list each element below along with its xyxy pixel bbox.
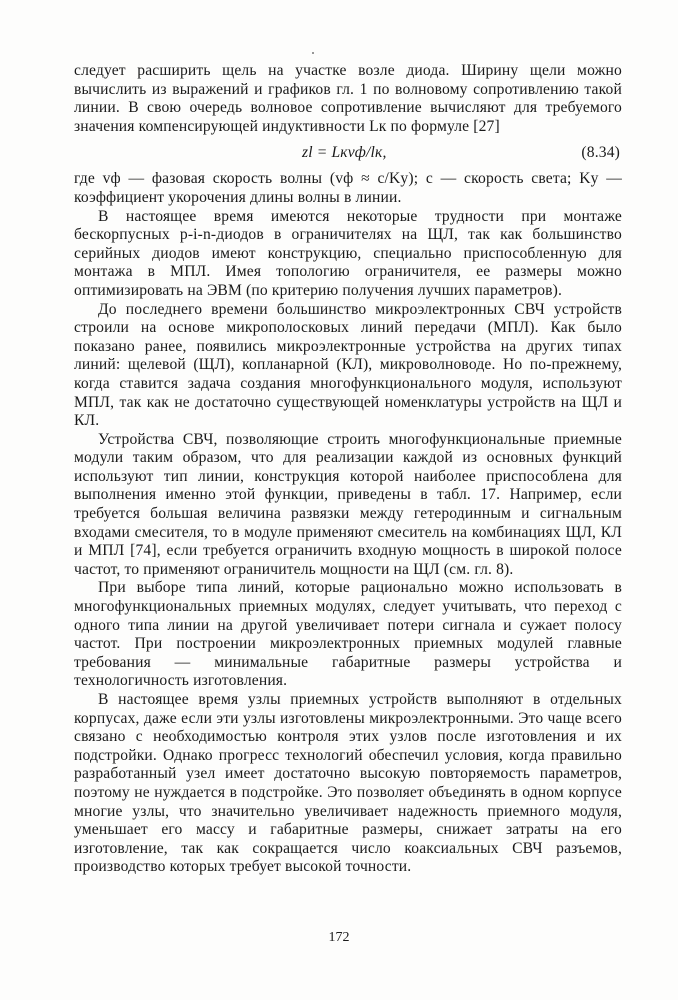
formula-row — [74, 142, 622, 166]
body-text — [74, 62, 622, 877]
paragraph-mounting: В настоящее время имеются некоторые трудности при монтаже бескорпусных p-i-n-диодов в ограничителях на ЩЛ, так как большинство серийных диодов имеют конструкцию, специально приспособленную для монтажа в МПЛ. Имея топологию ограничителя, ее размеры можно оптимизировать на ЭВМ (по критерию получения лучших параметров). — [74, 207, 622, 299]
page-number: 172 — [328, 930, 350, 945]
paragraph-definitions: где vф — фазовая скорость волны (vф ≈ c/Kу); c — скорость света; Kу — коэффициент укорочения длины волны в линии. — [74, 170, 622, 206]
paragraph-line-choice: При выборе типа линий, которые рационально можно использовать в многофункциональных приемных модулях, следует учитывать, что переход с одного типа линии на другой увеличивает потери сигнала и сужает полосу частот. При построении микроэлектронных приемных модулей главные требования — минимальные габаритные размеры устройства и технологичность изготовления. — [74, 579, 622, 690]
paragraph-multifunction: Устройства СВЧ, позволяющие строить многофункциональные приемные модули таким образом, что для реализации каждой из основных функций используют тип линии, конструкция которой наиболее приспособлена для выполнения именно этой функции, приведены в табл. 17. Например, если требуется большая величина развязки между гетеродинным и сигнальным входами смесителя, то в модуле применяют смеситель на комбинациях ЩЛ, КЛ и МПЛ [74], если требуется ограничить входную мощность в широкой полосе частот, то применяют ограничитель мощности на ЩЛ (см. гл. 8). — [74, 430, 622, 578]
print-speck — [312, 52, 314, 54]
paragraph-mpl-history: До последнего времени большинство микроэлектронных СВЧ устройств строили на основе микрополосковых линий передачи (МПЛ). Как было показано ранее, появились микроэлектронные устройства на других типах линий: щелевой (ЩЛ), копланарной (КЛ), микроволноводе. Но по-прежнему, когда ставится задача создания многофункционального модуля, используют МПЛ, так как не достаточно существующей номенклатуры устройств на ЩЛ и КЛ. — [74, 300, 622, 430]
paragraph-packaging: В настоящее время узлы приемных устройств выполняют в отдельных корпусах, даже если эти узлы изготовлены микроэлектронными. Это чаще всего связано с необходимостью контроля этих узлов после изготовления и их подстройки. Однако прогресс технологий обеспечил условия, когда правильно разработанный узел имеет достаточно высокую повторяемость параметров, поэтому не нуждается в подстройке. Это позволяет объединять в одном корпусе многие узлы, что значительно увеличивает надежность приемного модуля, уменьшает его массу и габаритные размеры, снижает затраты на его изготовление, так как сокращается число коаксиальных СВЧ разъемов, производство которых требует высокой точности. — [74, 691, 622, 876]
formula-8-34: zl = Lкvф/lк, — [302, 144, 387, 162]
formula-number: (8.34) — [581, 144, 620, 162]
paragraph-continuation: следует расширить щель на участке возле диода. Ширину щели можно вычислить из выражений и графиков гл. 1 по волновому сопротивлению такой линии. В свою очередь волновое сопротивление вычисляют для требуемого значения компенсирующей индуктивности Lк по формуле [27] — [74, 62, 622, 135]
